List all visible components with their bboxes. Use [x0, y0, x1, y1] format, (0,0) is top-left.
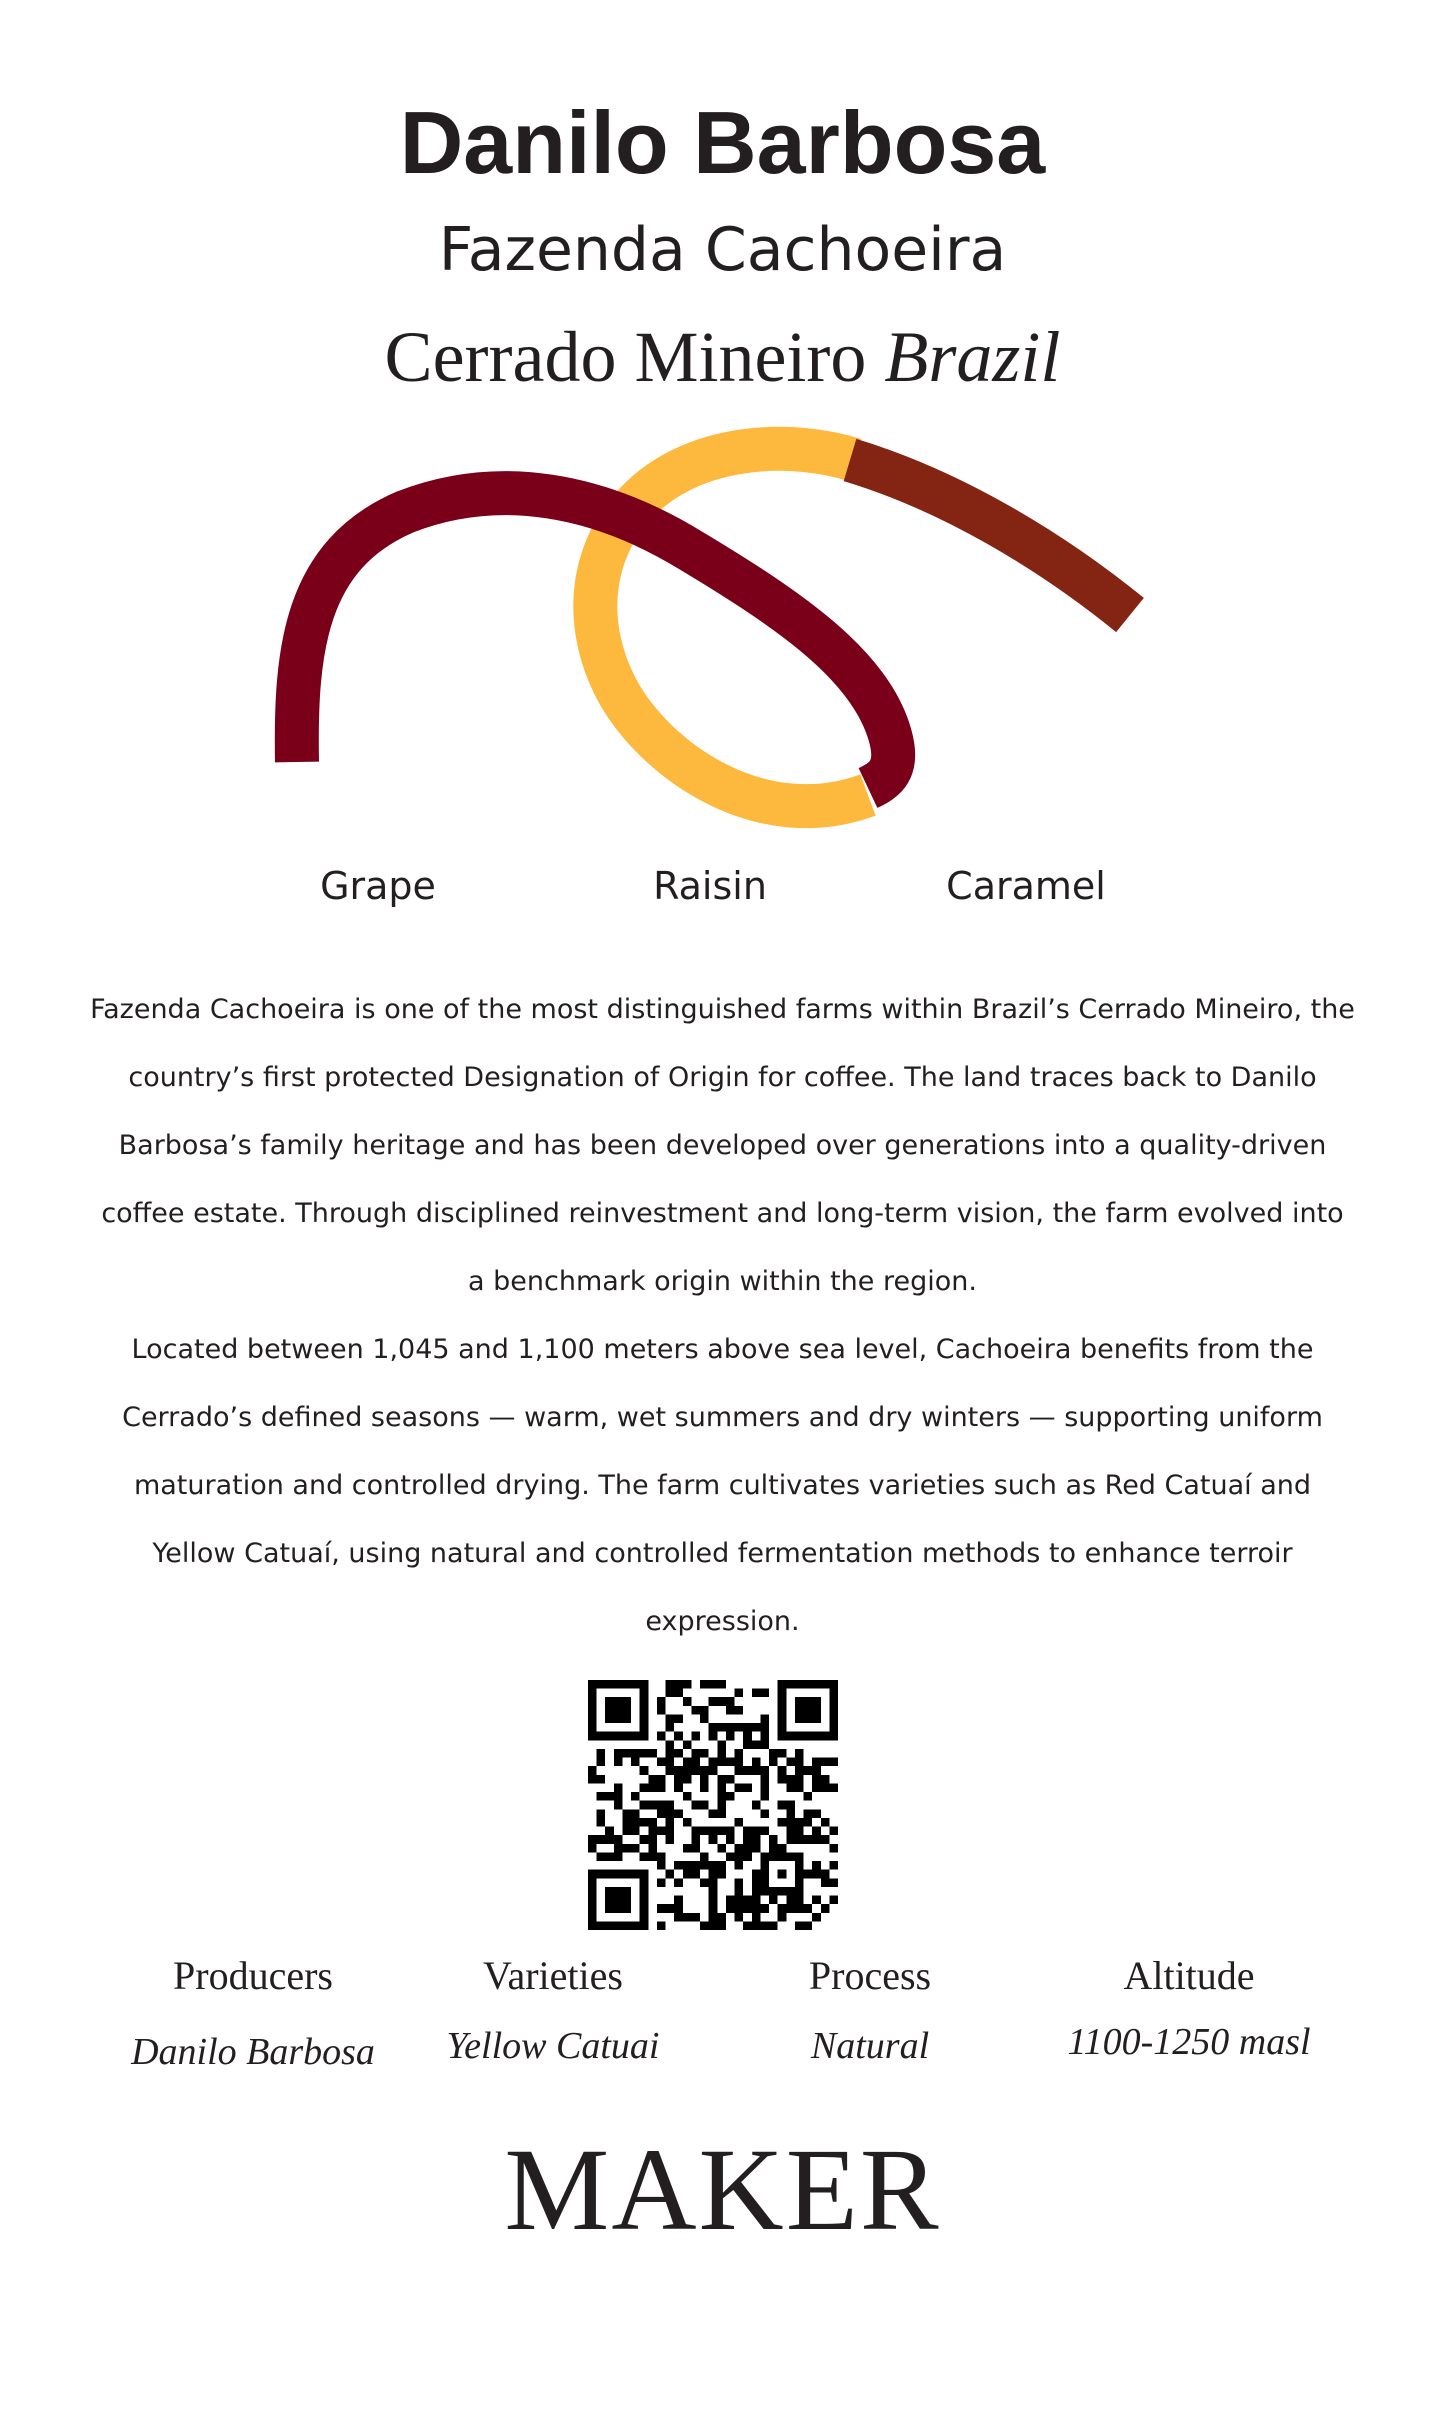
- spec-process: [720, 1948, 1020, 2074]
- farm-story: [90, 976, 1355, 1656]
- spec-value-altitude: 1100-1250 masl: [1067, 2021, 1311, 2063]
- farm-name: Fazenda Cachoeira: [438, 215, 1007, 285]
- spec-label-producers: Producers: [173, 1953, 333, 1998]
- flavor-curve-graphic: [0, 400, 1445, 850]
- spec-label-process: Process: [808, 1953, 932, 1998]
- spec-value-process: Natural: [810, 2025, 930, 2067]
- spec-varieties: [403, 1948, 703, 2074]
- tasting-note-caramel: Caramel: [946, 864, 1106, 908]
- producer-name: Danilo Barbosa: [399, 93, 1046, 192]
- qr-code-icon[interactable]: [588, 1680, 838, 1930]
- spec-value-producers: Danilo Barbosa: [131, 2031, 375, 2073]
- spec-producers: [103, 1948, 403, 2080]
- region-line: [0, 312, 1445, 402]
- region-name: Cerrado Mineiro: [384, 317, 867, 397]
- story-paragraph-2: Located between 1,045 and 1,100 meters above sea level, Cachoeira benefits from the Cerrado’s defined seasons — warm, wet summers and dry winters — supporting uniform maturation and controlled drying. The farm cultivates varieties such as Red Catuaí and Yellow Catuaí, using natural and controlled fermentation methods to enhance terroir expression.: [122, 1334, 1323, 1637]
- brand-logo: MAKER: [504, 2124, 941, 2255]
- spec-label-altitude: Altitude: [1123, 1953, 1255, 1998]
- tasting-note-grape: Grape: [320, 864, 436, 908]
- spec-altitude: [1039, 1948, 1339, 2070]
- story-paragraph-1: Fazenda Cachoeira is one of the most distinguished farms within Brazil’s Cerrado Mineiro, the country’s first protected Designation of Origin for coffee. The land traces back to Danilo Barbosa’s family heritage and has been developed over generations into a quality-driven coffee estate. Through disciplined reinvestment and long-term vision, the farm evolved into a benchmark origin within the region.: [90, 994, 1355, 1297]
- caramel-curve: [850, 460, 1130, 615]
- country-name: Brazil: [884, 317, 1061, 397]
- spec-value-varieties: Yellow Catuai: [446, 2025, 660, 2067]
- tasting-note-raisin: Raisin: [653, 864, 767, 908]
- spec-label-varieties: Varieties: [483, 1953, 623, 1998]
